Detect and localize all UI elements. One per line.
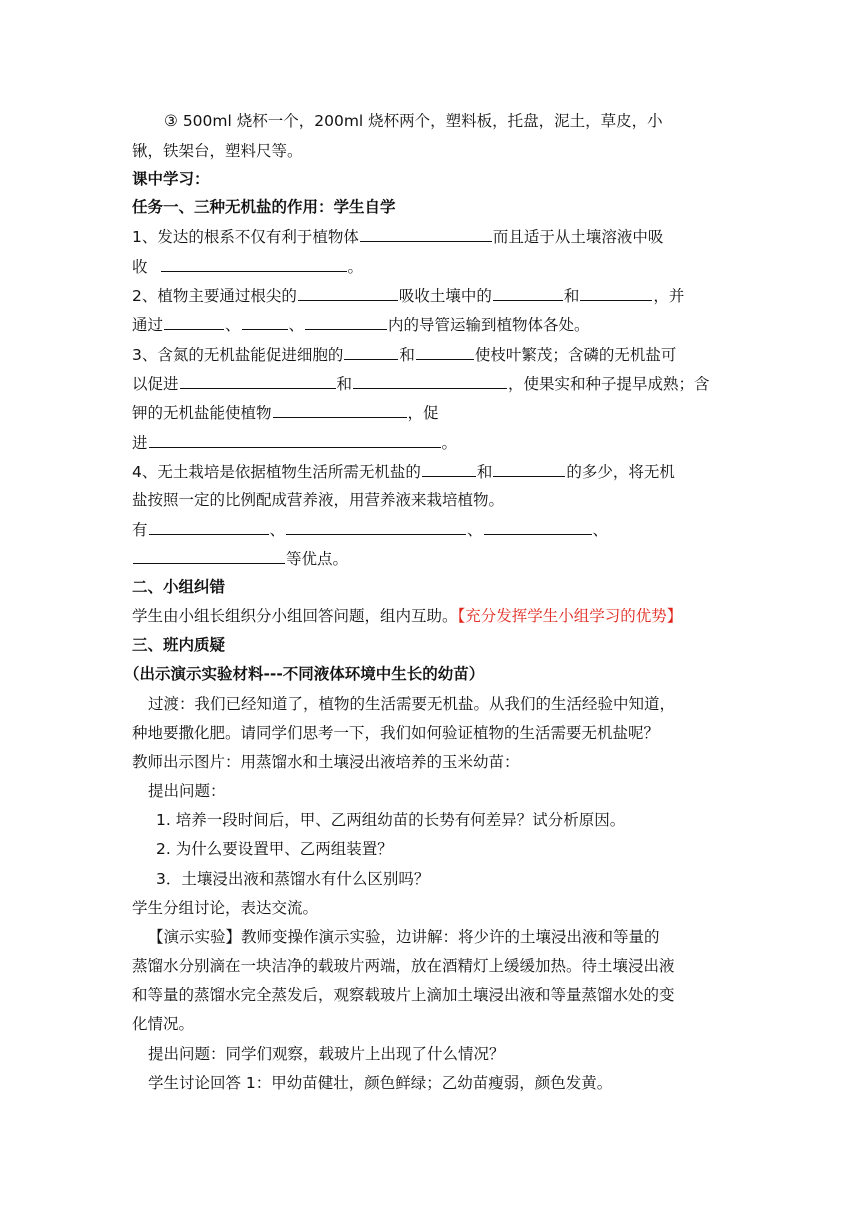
answer-blank (286, 518, 466, 535)
ask-question-label: 提出问题： (148, 782, 226, 800)
answer-blank (273, 401, 407, 418)
question-4-line-2: 盐按照一定的比例配成营养液，用营养液来栽培植物。 (132, 491, 505, 509)
paragraph-transition-1: 过渡：我们已经知道了，植物的生活需要无机盐。从我们的生活经验中知道， (148, 695, 676, 713)
q1-text-post: 而且适于从土壤溶液中吸 (492, 228, 664, 246)
paragraph-demo-2: 蒸馏水分别滴在一块洁净的载玻片两端，放在酒精灯上缓缓加热。待土壤浸出液 (132, 957, 675, 975)
q3-text-pre: 3、含氮的无机盐能促进细胞的 (132, 346, 344, 364)
q4-text-mid: 和 (476, 463, 493, 481)
q2-text-post2: 内的导管运输到植物体各处。 (388, 316, 590, 334)
q4-text-post4: 等优点。 (286, 550, 349, 568)
answer-blank (180, 372, 336, 389)
answer-blank (149, 431, 441, 448)
answer-blank (493, 460, 565, 477)
question-3-line-3 (132, 401, 439, 423)
demo-materials-title: （出示演示实验材料---不同液体环境中生长的幼苗） (124, 665, 485, 683)
q2-sep-2: 、 (288, 316, 305, 334)
paragraph-demo-4: 化情况。 (132, 1015, 195, 1033)
answer-blank (484, 518, 592, 535)
q4-sep-2: 、 (467, 521, 483, 539)
q3-text-post4: 。 (441, 434, 458, 452)
materials-line-2: 锹，铁架台，塑料尺等。 (132, 142, 303, 160)
q3-text-post2: ，使果实和种子提早成熟；含 (508, 375, 710, 393)
list-item: 2. 为什么要设置甲、乙两组装置？ (156, 840, 393, 858)
heading-task-one: 任务一、三种无机盐的作用：学生自学 (132, 198, 396, 216)
answer-blank (422, 460, 476, 477)
q3-text-mid: 和 (399, 346, 415, 364)
question-4-line-3 (132, 518, 608, 540)
question-1-line-2 (132, 255, 363, 277)
question-1-line-1 (132, 225, 663, 247)
question-3-line-2 (132, 372, 710, 394)
q2-sep-1: 、 (225, 316, 241, 334)
group-text: 学生由小组长组织分小组回答问题，组内互助。 (132, 607, 458, 625)
answer-blank (360, 225, 492, 242)
heading-group-correction: 二、小组纠错 (132, 578, 226, 596)
question-4-line-4 (132, 547, 348, 569)
answer-blank (298, 284, 398, 301)
answer-blank (164, 313, 224, 330)
q3-text-pre2: 以促进 (132, 375, 179, 393)
q1-text-pre2: 收 (132, 258, 148, 276)
answer-blank (305, 313, 387, 330)
answer-blank (161, 255, 347, 272)
paragraph-demo-1: 【演示实验】教师变操作演示实验，边讲解：将少许的土壤浸出液和等量的 (148, 928, 660, 946)
q4-text-pre: 4、无土栽培是依据植物生活所需无机盐的 (132, 463, 421, 481)
question-3-line-4 (132, 431, 457, 453)
question-2-line-1 (132, 284, 684, 306)
q2-text-post: ，并 (653, 287, 685, 305)
answer-blank (242, 313, 288, 330)
list-item: 1. 培养一段时间后，甲、乙两组幼苗的长势有何差异？试分析原因。 (156, 811, 626, 829)
q1-text-post2: 。 (347, 258, 364, 276)
answer-blank (493, 284, 563, 301)
answer-blank (353, 372, 507, 389)
q2-text-mid2: 和 (563, 287, 580, 305)
paragraph-demo-3: 和等量的蒸馏水完全蒸发后，观察载玻片上滴加土壤浸出液和等量蒸馏水处的变 (132, 986, 675, 1004)
heading-class-question: 三、班内质疑 (132, 636, 226, 654)
q4-text-pre3: 有 (132, 521, 148, 539)
materials-line-1: ③ 500ml 烧杯一个，200ml 烧杯两个，塑料板，托盘，泥土，草皮，小 (164, 112, 663, 130)
group-paragraph (132, 605, 682, 627)
q4-sep-1: 、 (269, 521, 286, 539)
list-item: 3．土壤浸出液和蒸馏水有什么区别吗？ (156, 870, 430, 888)
q4-sep-3: 、 (592, 521, 609, 539)
answer-blank (133, 547, 285, 564)
q4-text-post: 的多少，将无机 (566, 463, 675, 481)
paragraph-transition-3: 教师出示图片：用蒸馏水和土壤浸出液培养的玉米幼苗： (132, 753, 520, 771)
q2-text-pre2: 通过 (132, 316, 164, 334)
q3-text-post: 使枝叶繁茂；含磷的无机盐可 (474, 346, 677, 364)
q3-text-post3: ，促 (407, 404, 439, 422)
answer-blank (416, 343, 474, 360)
question-4-line-1 (132, 460, 675, 482)
answer-blank (580, 284, 652, 301)
q3-text-pre4: 进 (132, 434, 148, 452)
paragraph-observe: 提出问题：同学们观察，载玻片上出现了什么情况？ (148, 1045, 505, 1063)
paragraph-transition-2: 种地要撒化肥。请同学们思考一下，我们如何验证植物的生活需要无机盐呢？ (132, 724, 660, 742)
q3-text-mid2: 和 (336, 375, 353, 393)
q1-text-pre: 1、发达的根系不仅有利于植物体 (132, 228, 359, 246)
group-note: 【充分发挥学生小组学习的优势】 (457, 607, 683, 625)
q2-text-mid1: 吸收土壤中的 (398, 287, 492, 305)
heading-class-study: 课中学习： (132, 170, 210, 188)
answer-blank (149, 518, 269, 535)
q2-text-pre: 2、植物主要通过根尖的 (132, 287, 297, 305)
question-2-line-2 (132, 313, 590, 335)
answer-blank (344, 343, 398, 360)
paragraph-answer-1: 学生讨论回答 1：甲幼苗健壮，颜色鲜绿；乙幼苗瘦弱，颜色发黄。 (148, 1074, 613, 1092)
q3-text-pre3: 钾的无机盐能使植物 (132, 404, 272, 422)
paragraph-discussion: 学生分组讨论，表达交流。 (132, 899, 319, 917)
question-3-line-1 (132, 343, 676, 365)
